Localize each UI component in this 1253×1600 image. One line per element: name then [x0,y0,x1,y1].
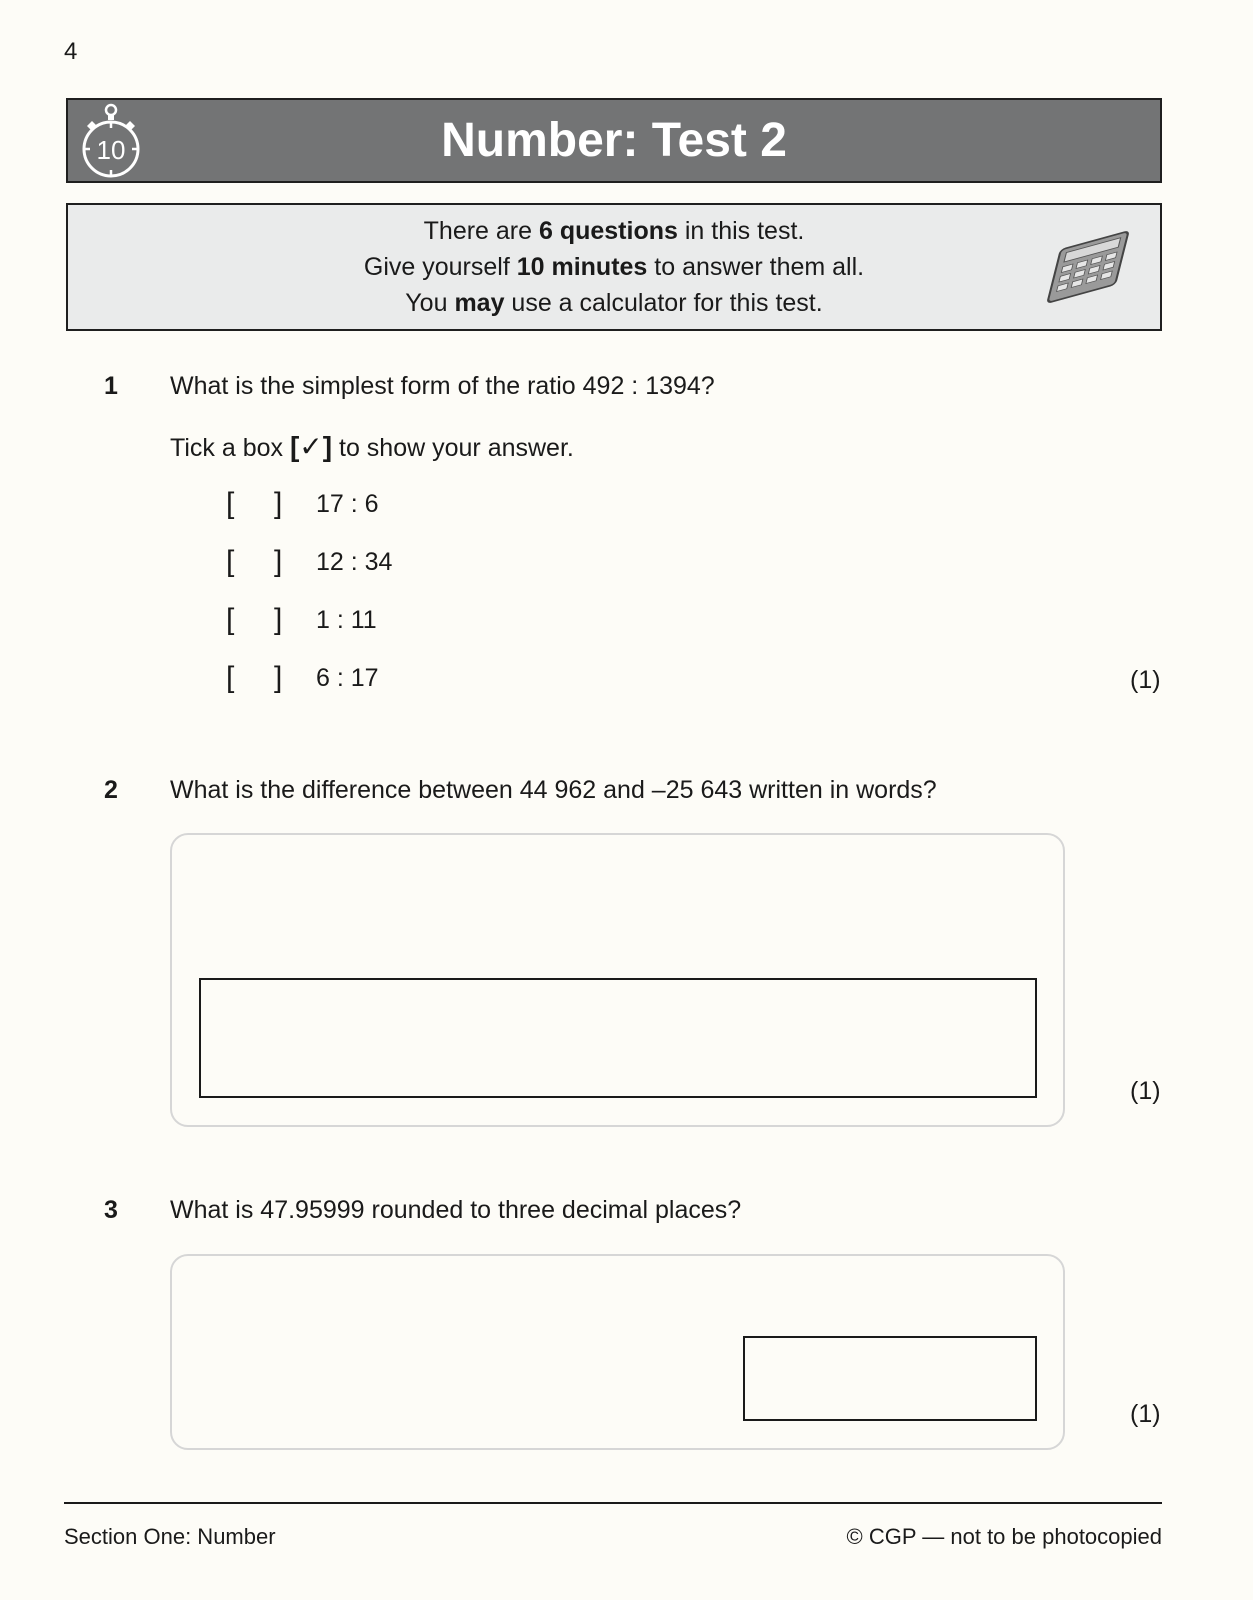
option-label: 1 : 11 [316,606,377,634]
checkbox-open-bracket: [ [226,661,235,694]
checkbox-open-bracket: [ [226,603,235,636]
question-1-number: 1 [104,372,118,400]
question-1-instruction: Tick a box [✓] to show your answer. [170,431,574,462]
footer-divider [64,1502,1162,1504]
option-label: 12 : 34 [316,548,393,576]
question-1-marks: (1) [1130,666,1161,694]
question-2-marks: (1) [1130,1077,1161,1105]
instruction-line-2: Give yourself 10 minutes to answer them all. [363,253,865,281]
page-title: Number: Test 2 [441,114,787,167]
question-1-text: What is the simplest form of the ratio 492 : 1394? [170,372,715,400]
question-3-text: What is 47.95999 rounded to three decimal places? [170,1196,742,1224]
option-label: 6 : 17 [316,664,379,692]
checkbox-close-bracket: ] [274,603,283,636]
timer-label: 10 [96,135,126,165]
instruction-line-3: You may use a calculator for this test. [405,289,823,317]
question-3-answer-box[interactable] [743,1336,1037,1421]
question-3-number: 3 [104,1196,118,1224]
footer-copyright: © CGP — not to be photocopied [846,1524,1162,1549]
checkbox-close-bracket: ] [274,661,283,694]
checkbox-open-bracket: [ [226,487,235,520]
question-2-number: 2 [104,776,118,804]
question-2-text: What is the difference between 44 962 and –25 643 written in words? [170,776,937,804]
checkbox-close-bracket: ] [274,545,283,578]
instructions-box [66,203,1162,331]
option-label: 17 : 6 [316,490,379,518]
page-number: 4 [64,38,78,65]
checkbox-close-bracket: ] [274,487,283,520]
footer-section-label: Section One: Number [64,1524,276,1549]
question-2-answer-box[interactable] [199,978,1037,1098]
title-bar [66,98,1162,183]
calculator-icon [1038,227,1138,307]
checkbox-open-bracket: [ [226,545,235,578]
question-3-marks: (1) [1130,1400,1161,1428]
instruction-line-1: There are 6 questions in this test. [423,217,805,245]
